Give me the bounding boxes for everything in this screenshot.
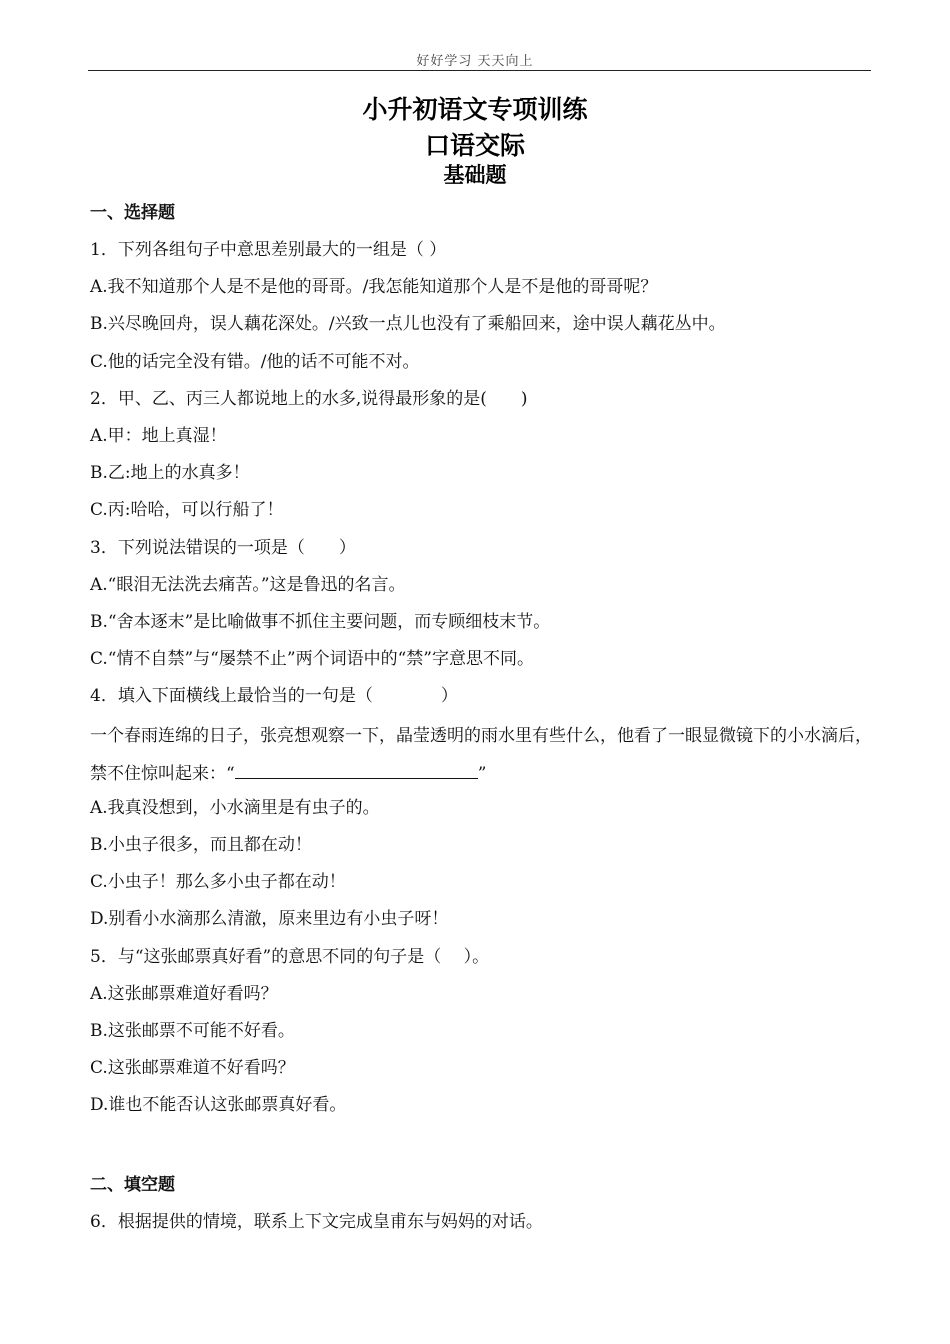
question-5-option-a: A.这张邮票难道好看吗？ (90, 983, 278, 1004)
page-header: 好好学习 天天向上 (416, 54, 534, 69)
exercise-content (90, 198, 880, 1244)
question-2-stem: 2．甲、乙、丙三人都说地上的水多,说得最形象的是( ) (90, 388, 528, 409)
question-1-option-b: B.兴尽晚回舟，误人藕花深处。/兴致一点儿也没有了乘船回来，途中误人藕花丛中。 (90, 314, 726, 335)
question-3-option-a: A.“眼泪无法洗去痛苦。”这是鲁迅的名言。 (90, 574, 406, 595)
question-4-closing-quote: ” (477, 763, 487, 784)
question-5-option-d: D.谁也不能否认这张邮票真好看。 (90, 1095, 347, 1116)
question-4-option-d: D.别看小水滴那么清澈，原来里边有小虫子呀！ (90, 909, 449, 930)
question-2-option-b: B.乙:地上的水真多！ (90, 463, 250, 484)
section-title-choice: 一、选择题 (90, 203, 175, 223)
question-4-passage (90, 718, 880, 792)
question-2-option-c: C.丙:哈哈，可以行船了！ (90, 500, 284, 521)
main-title: 小升初语文专项训练 (362, 95, 588, 124)
question-3-option-b: B.“舍本逐末”是比喻做事不抓住主要问题，而专顾细枝末节。 (90, 611, 551, 632)
question-3-stem: 3．下列说法错误的一项是（ ） (90, 537, 356, 558)
question-4-option-b: B.小虫子很多，而且都在动！ (90, 835, 312, 856)
question-2-option-a: A.甲：地上真湿！ (90, 425, 227, 446)
answer-blank[interactable] (235, 760, 478, 779)
question-4-option-c: C.小虫子！那么多小虫子都在动！ (90, 872, 346, 893)
question-5-option-c: C.这张邮票难道不好看吗？ (90, 1058, 295, 1079)
question-5-option-b: B.这张邮票不可能不好看。 (90, 1020, 295, 1041)
level-title: 基础题 (443, 162, 507, 187)
question-1-stem: 1．下列各组句子中意思差别最大的一组是（ ） (90, 240, 447, 260)
question-4-passage-text: 一个春雨连绵的日子，张亮想观察一下，晶莹透明的雨水里有些什么，他看了一眼显微镜下的小水滴后，禁不住惊叫起来：“ (90, 726, 872, 784)
question-1-option-a: A.我不知道那个人是不是他的哥哥。/我怎能知道那个人是不是他的哥哥呢？ (90, 277, 658, 298)
question-6-stem: 6．根据提供的情境，联系上下文完成皇甫东与妈妈的对话。 (90, 1211, 543, 1232)
question-5-stem: 5．与“这张邮票真好看”的意思不同的句子是（ ）。 (90, 946, 490, 967)
question-4-option-a: A.我真没想到，小水滴里是有虫子的。 (90, 797, 380, 818)
section-title-fill: 二、填空题 (90, 1174, 175, 1195)
subtitle: 口语交际 (424, 131, 525, 160)
question-3-option-c: C.“情不自禁”与“屡禁不止”两个词语中的“禁”字意思不同。 (90, 649, 534, 670)
header-divider (88, 70, 871, 71)
question-1-option-c: C.他的话完全没有错。/他的话不可能不对。 (90, 351, 420, 372)
section-spacer (90, 1128, 880, 1170)
question-4-stem: 4．填入下面横线上最恰当的一句是（ ） (90, 686, 458, 707)
